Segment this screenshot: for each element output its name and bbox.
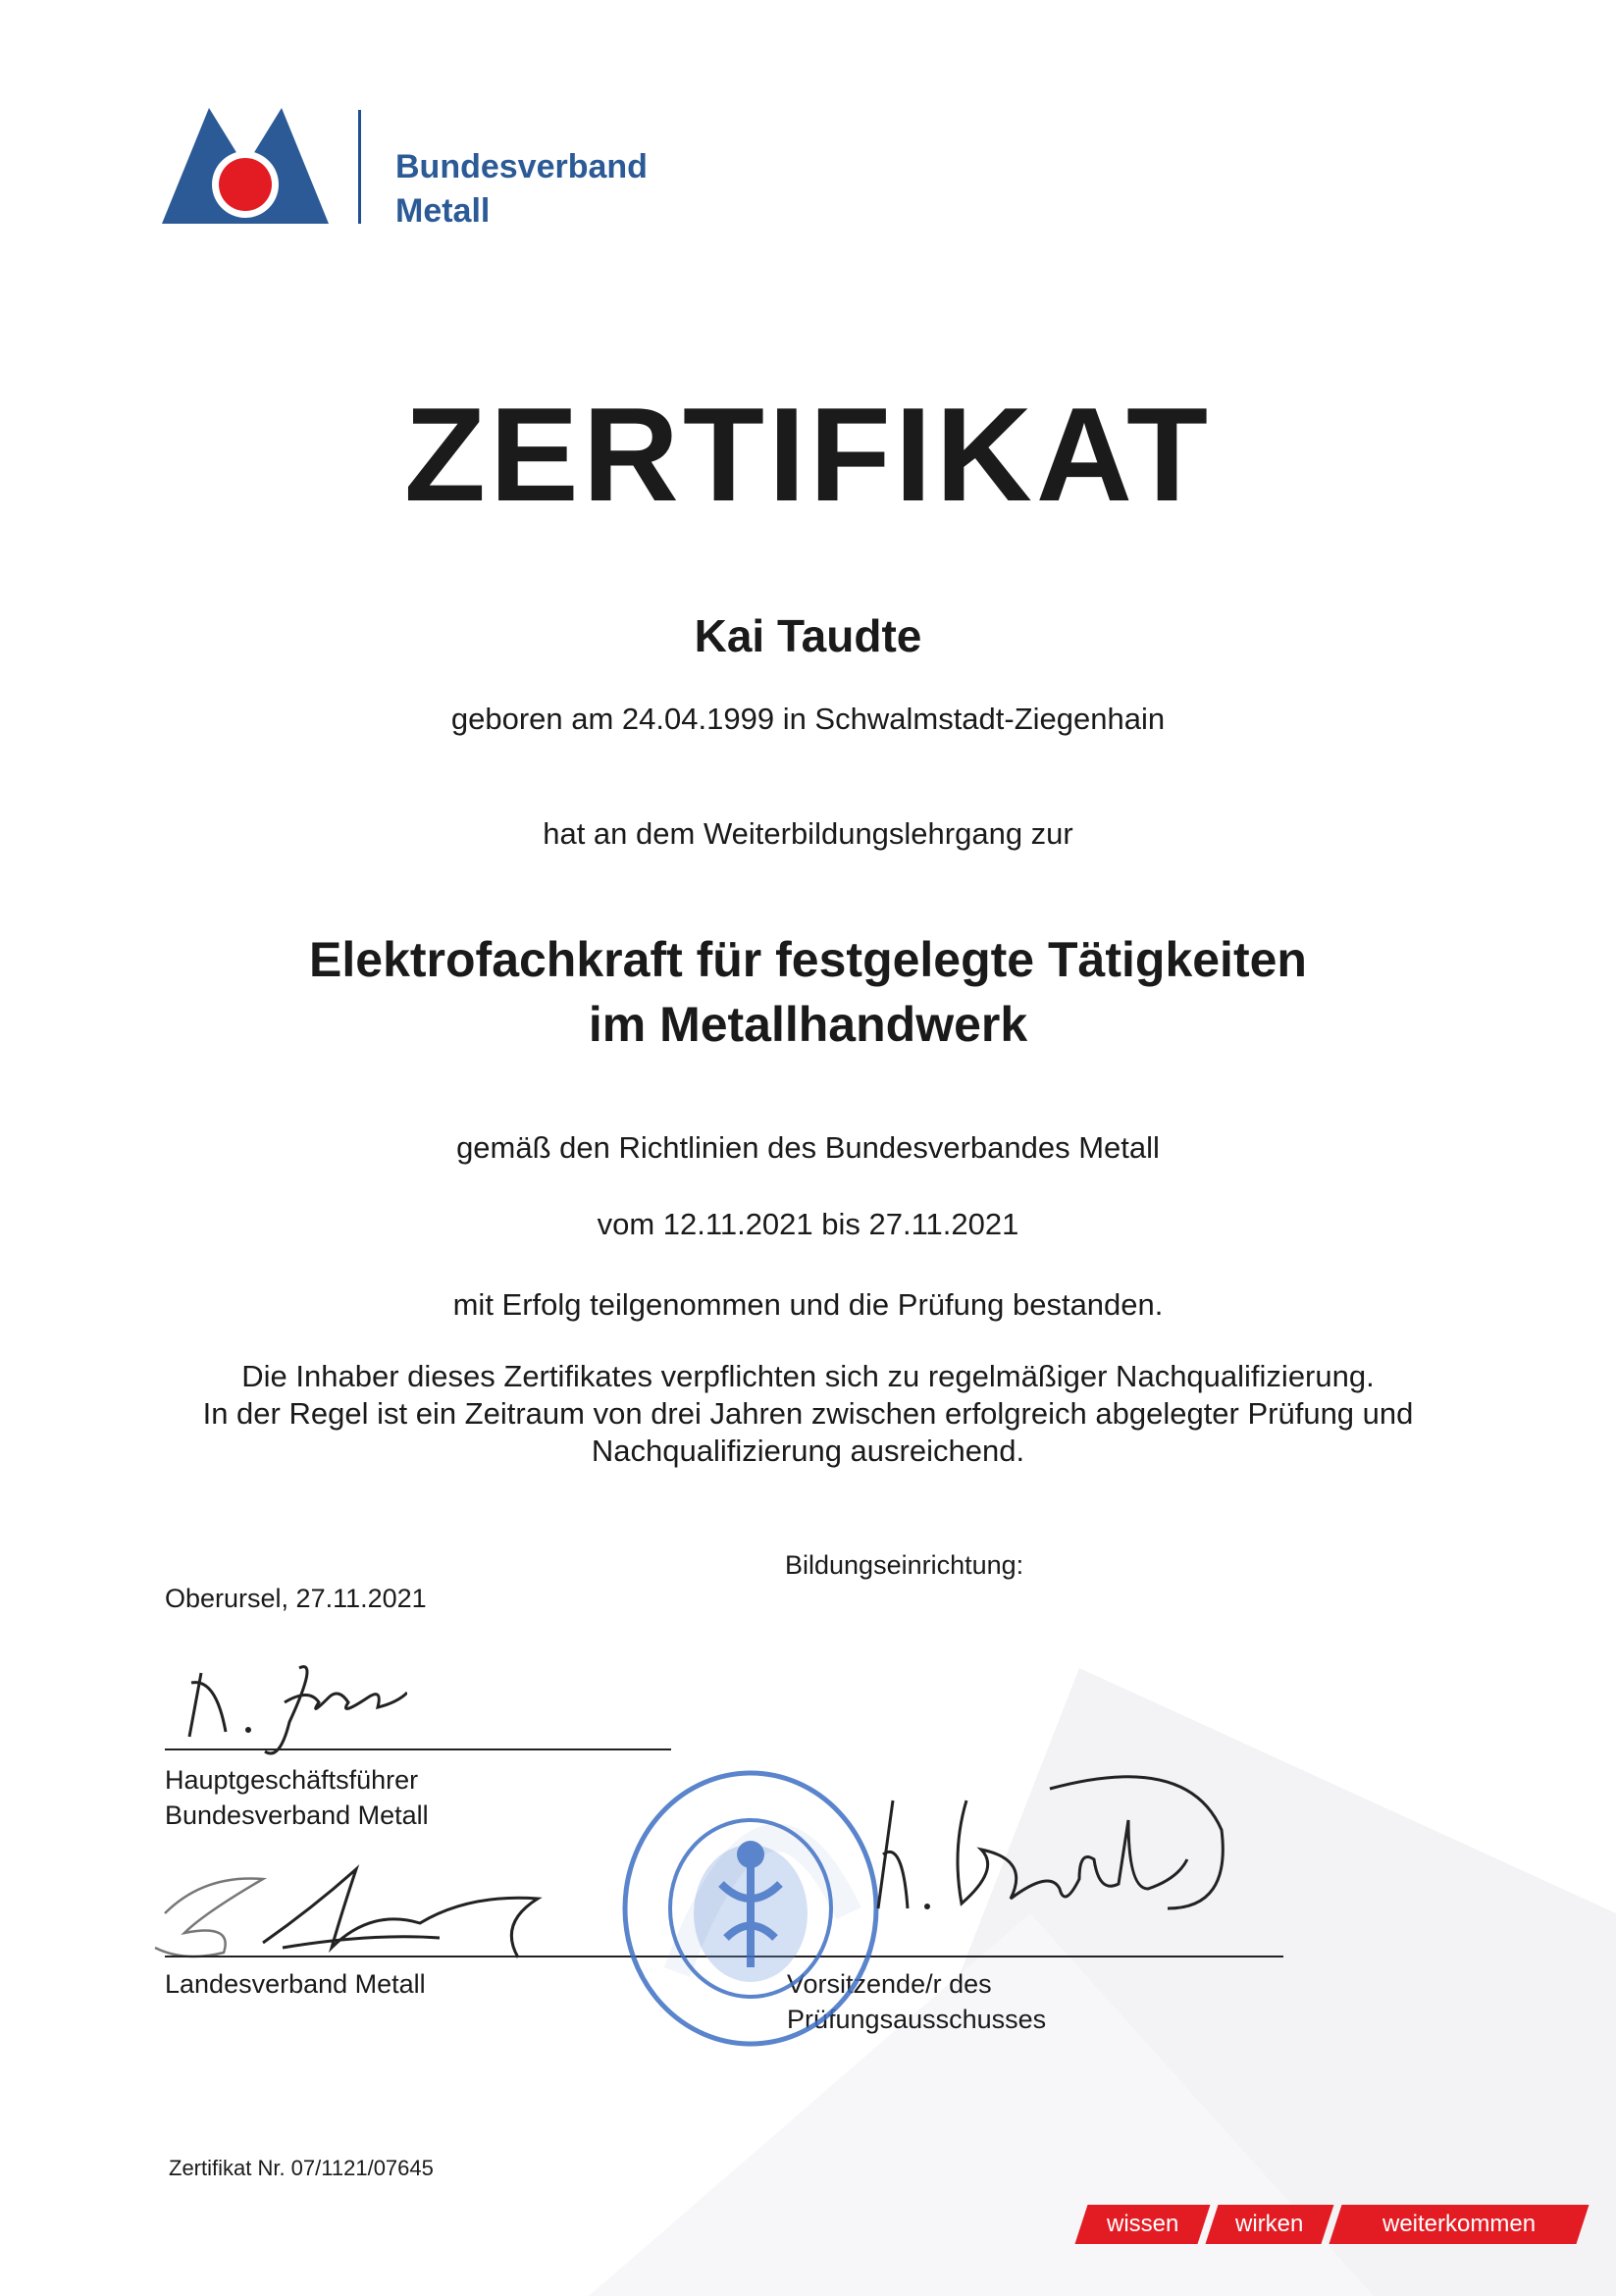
role-managing-director-line1: Hauptgeschäftsführer <box>165 1765 419 1795</box>
slogan-banner <box>1081 2205 1590 2244</box>
note-line1: Die Inhaber dieses Zertifikates verpflichten sich zu regelmäßiger Nachqualifizierung. <box>241 1359 1375 1393</box>
signature-state-association <box>145 1854 626 1972</box>
slogan-part-weiterkommen: weiterkommen <box>1329 2205 1590 2244</box>
note-line3: Nachqualifizierung ausreichend. <box>591 1434 1025 1468</box>
certificate-title: ZERTIFIKAT <box>403 380 1213 529</box>
signature-managing-director <box>172 1644 407 1761</box>
note-line2: In der Regel ist ein Zeitraum von drei Jahren zwischen erfolgreich abgelegter Prüfung und <box>202 1396 1414 1431</box>
role-state-association: Landesverband Metall <box>165 1969 426 1999</box>
holder-name: Kai Taudte <box>694 610 922 661</box>
bundesverband-metall-logo <box>162 108 329 224</box>
intro-line: hat an dem Weiterbildungslehrgang zur <box>543 816 1073 851</box>
slogan-part-wissen: wissen <box>1075 2205 1211 2244</box>
signature-line-1 <box>165 1748 671 1750</box>
period-line: vom 12.11.2021 bis 27.11.2021 <box>597 1207 1019 1241</box>
guideline-line: gemäß den Richtlinien des Bundesverbandes Metall <box>456 1130 1160 1165</box>
logo-text-line1: Bundesverband <box>395 148 648 185</box>
logo-text-line2: Metall <box>395 192 491 230</box>
role-exam-chair-line1: Vorsitzende/r des <box>787 1969 992 1999</box>
course-title-line1: Elektrofachkraft für festgelegte Tätigkeiten <box>309 932 1307 987</box>
slogan-part-wirken: wirken <box>1206 2205 1334 2244</box>
logo-divider <box>358 110 361 224</box>
birth-line: geboren am 24.04.1999 in Schwalmstadt-Ziegenhain <box>450 702 1166 736</box>
institution-label: Bildungseinrichtung: <box>785 1550 1024 1580</box>
course-title-line2: im Metallhandwerk <box>588 997 1028 1052</box>
result-line: mit Erfolg teilgenommen und die Prüfung bestanden. <box>452 1287 1164 1322</box>
place-date: Oberursel, 27.11.2021 <box>165 1584 427 1613</box>
school-stamp <box>618 1766 883 2051</box>
certificate-number: Zertifikat Nr. 07/1121/07645 <box>169 2156 434 2180</box>
role-exam-chair-line2: Prüfungsausschusses <box>787 2005 1047 2034</box>
signature-exam-chair <box>854 1761 1236 1948</box>
role-managing-director-line2: Bundesverband Metall <box>165 1800 429 1830</box>
